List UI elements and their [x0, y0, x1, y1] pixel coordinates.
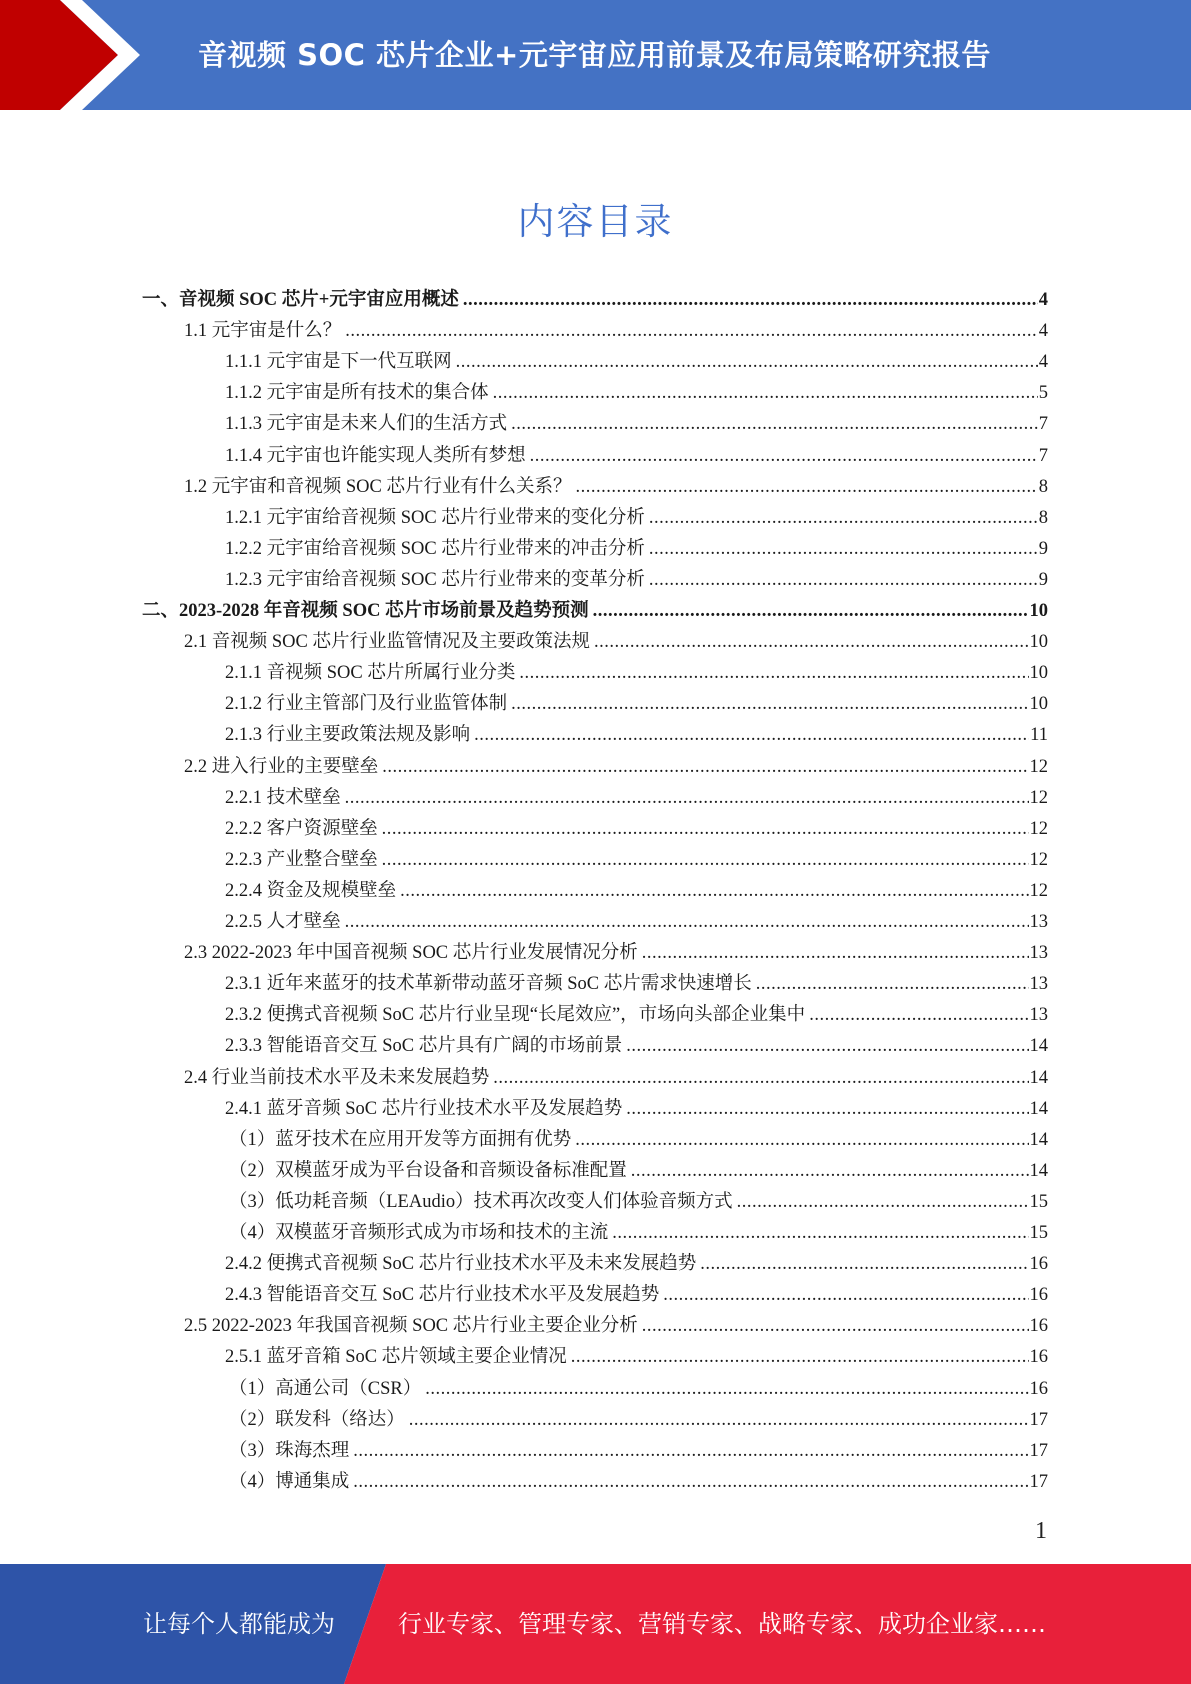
toc-leader-dots [593, 596, 1029, 627]
toc-entry-title: （2）联发科（络达） [229, 1409, 405, 1430]
toc-entry-page: 7 [1038, 445, 1048, 466]
footer-slogan-right: 行业专家、管理专家、营销专家、战略专家、成功企业家…… [398, 1610, 1046, 1638]
toc-entry[interactable] [229, 1125, 1048, 1156]
toc-entry[interactable] [142, 596, 1048, 627]
toc-entry[interactable] [229, 1187, 1048, 1218]
toc-leader-dots [382, 752, 1028, 783]
toc-entry[interactable] [225, 1094, 1048, 1125]
toc-leader-dots [474, 720, 1029, 751]
header-banner [0, 0, 1191, 110]
toc-entry[interactable] [142, 285, 1048, 316]
toc-entry-title: 1.2 元宇宙和音视频 SOC 芯片行业有什么关系？ [184, 476, 572, 497]
toc-entry-title: 2.2.5 人才壁垒 [225, 912, 341, 932]
toc-entry[interactable] [225, 814, 1048, 845]
toc-entry-title: 1.1.2 元宇宙是所有技术的集合体 [225, 383, 489, 404]
toc-entry[interactable] [225, 378, 1048, 409]
toc-entry-page: 11 [1030, 725, 1048, 746]
toc-leader-dots [594, 627, 1029, 658]
toc-entry-page: 5 [1038, 383, 1048, 404]
toc-entry-title: 二、2023-2028 年音视频 SOC 芯片市场前景及趋势预测 [142, 601, 589, 621]
toc-entry-title: 2.2 进入行业的主要壁垒 [184, 756, 379, 777]
toc-entry-title: （3）低功耗音频（LEAudio）技术再次改变人们体验音频方式 [229, 1191, 733, 1212]
toc-entry-page: 16 [1029, 1347, 1048, 1368]
toc-entry-page: 9 [1038, 569, 1048, 590]
toc-entry[interactable] [184, 316, 1048, 347]
toc-leader-dots [456, 347, 1038, 378]
toc-leader-dots [700, 1249, 1028, 1280]
toc-entry[interactable] [225, 1031, 1048, 1062]
toc-entry-title: 1.2.2 元宇宙给音视频 SOC 芯片行业带来的冲击分析 [225, 538, 645, 559]
toc-entry[interactable] [225, 1342, 1048, 1373]
toc-entry[interactable] [225, 347, 1048, 378]
toc-entry[interactable] [229, 1156, 1048, 1187]
toc-leader-dots [756, 969, 1029, 1000]
toc-leader-dots [382, 814, 1029, 845]
toc-entry-title: 1.1 元宇宙是什么？ [184, 321, 342, 342]
toc-entry[interactable] [229, 1405, 1048, 1436]
toc-entry-page: 8 [1038, 476, 1048, 497]
toc-entry[interactable] [184, 1311, 1048, 1342]
toc-leader-dots [631, 1156, 1029, 1187]
toc-entry-title: 2.3.3 智能语音交互 SoC 芯片具有广阔的市场前景 [225, 1036, 623, 1057]
toc-leader-dots [400, 876, 1028, 907]
toc-entry-page: 17 [1029, 1440, 1048, 1461]
toc-entry-page: 15 [1029, 1191, 1048, 1212]
toc-entry[interactable] [225, 534, 1048, 565]
toc-leader-dots [345, 907, 1029, 938]
toc-entry-title: （4）博通集成 [229, 1471, 350, 1492]
toc-leader-dots [382, 845, 1029, 876]
toc-entry-page: 4 [1038, 290, 1048, 310]
toc-entry-page: 12 [1029, 787, 1048, 808]
toc-leader-dots [530, 441, 1038, 472]
toc-entry-page: 13 [1029, 912, 1048, 932]
toc-leader-dots [663, 1280, 1028, 1311]
toc-entry[interactable] [184, 752, 1048, 783]
toc-entry[interactable] [184, 938, 1048, 969]
toc-entry-title: 2.1.1 音视频 SOC 芯片所属行业分类 [225, 663, 516, 684]
toc-entry-page: 14 [1029, 1160, 1048, 1181]
toc-entry-title: 2.4.1 蓝牙音频 SoC 芯片行业技术水平及发展趋势 [225, 1098, 623, 1119]
toc-entry[interactable] [225, 565, 1048, 596]
toc-entry[interactable] [229, 1374, 1048, 1405]
toc-leader-dots [612, 1218, 1028, 1249]
toc-heading: 内容目录 [517, 200, 674, 243]
toc-entry[interactable] [229, 1218, 1048, 1249]
toc-entry[interactable] [184, 1063, 1048, 1094]
toc-entry-page: 8 [1038, 507, 1048, 528]
toc-leader-dots [642, 938, 1029, 969]
footer-slogan-left: 让每个人都能成为 [143, 1610, 335, 1638]
toc-entry-title: 2.3.1 近年来蓝牙的技术革新带动蓝牙音频 SoC 芯片需求快速增长 [225, 974, 752, 995]
toc-leader-dots [493, 378, 1038, 409]
toc-entry[interactable] [225, 1000, 1048, 1031]
toc-entry-page: 12 [1029, 880, 1048, 901]
toc-entry-title: 2.2.2 客户资源壁垒 [225, 818, 378, 839]
toc-entry[interactable] [184, 472, 1048, 503]
toc-entry-page: 13 [1029, 1005, 1048, 1026]
toc-entry-title: 2.3 2022-2023 年中国音视频 SOC 芯片行业发展情况分析 [184, 943, 638, 964]
toc-entry-title: 2.1.2 行业主管部门及行业监管体制 [225, 694, 508, 715]
toc-entry[interactable] [229, 1467, 1048, 1498]
toc-entry-page: 14 [1029, 1098, 1048, 1119]
toc-entry[interactable] [225, 1249, 1048, 1280]
toc-entry-page: 10 [1029, 601, 1048, 621]
toc-entry[interactable] [229, 1436, 1048, 1467]
toc-leader-dots [571, 1342, 1029, 1373]
toc-entry-title: 2.4.3 智能语音交互 SoC 芯片行业技术水平及发展趋势 [225, 1285, 660, 1306]
toc-entry-title: 1.1.3 元宇宙是未来人们的生活方式 [225, 414, 508, 435]
toc-entry-page: 17 [1029, 1409, 1048, 1430]
toc-entry-page: 10 [1029, 632, 1048, 653]
toc-entry-title: 2.1 音视频 SOC 芯片行业监管情况及主要政策法规 [184, 632, 590, 653]
toc-entry-page: 16 [1029, 1378, 1048, 1399]
toc-entry[interactable] [225, 658, 1048, 689]
toc-entry[interactable] [225, 783, 1048, 814]
toc-leader-dots [575, 1125, 1028, 1156]
toc-entry[interactable] [225, 907, 1048, 938]
toc-entry-page: 12 [1029, 849, 1048, 870]
toc-entry[interactable] [225, 876, 1048, 907]
toc-leader-dots [511, 689, 1028, 720]
toc-entry-title: 1.2.3 元宇宙给音视频 SOC 芯片行业带来的变革分析 [225, 569, 645, 590]
toc-entry[interactable] [225, 720, 1048, 751]
toc-entry[interactable] [225, 969, 1048, 1000]
toc-entry[interactable] [184, 627, 1048, 658]
toc-entry-page: 9 [1038, 538, 1048, 559]
page-number: 1 [1035, 1518, 1047, 1544]
toc-entry-page: 17 [1029, 1471, 1048, 1492]
toc-entry-page: 4 [1038, 321, 1048, 342]
toc-entry[interactable] [225, 409, 1048, 440]
toc-entry-page: 16 [1029, 1254, 1048, 1275]
toc-entry-title: （1）高通公司（CSR） [229, 1378, 422, 1399]
toc-entry-title: 2.3.2 便携式音视频 SoC 芯片行业呈现“长尾效应”，市场向头部企业集中 [225, 1005, 806, 1026]
toc-leader-dots [626, 1031, 1028, 1062]
toc-entry-page: 12 [1029, 756, 1048, 777]
toc-entry-page: 13 [1029, 943, 1048, 964]
toc-entry[interactable] [225, 1280, 1048, 1311]
toc-entry-page: 10 [1029, 663, 1048, 684]
toc-entry-title: 2.5 2022-2023 年我国音视频 SOC 芯片行业主要企业分析 [184, 1316, 638, 1337]
toc-entry[interactable] [225, 503, 1048, 534]
toc-entry-page: 10 [1029, 694, 1048, 715]
toc-entry[interactable] [225, 441, 1048, 472]
toc-leader-dots [809, 1000, 1028, 1031]
toc-leader-dots [519, 658, 1028, 689]
toc-entry-title: 2.2.3 产业整合壁垒 [225, 849, 378, 870]
toc-entry-title: 2.1.3 行业主要政策法规及影响 [225, 725, 471, 746]
toc-entry-page: 14 [1029, 1067, 1048, 1088]
footer-banner [0, 1564, 1191, 1684]
toc-leader-dots [649, 534, 1038, 565]
toc-entry-page: 4 [1038, 352, 1048, 373]
report-title: 音视频 SOC 芯片企业+元宇宙应用前景及布局策略研究报告 [198, 38, 991, 72]
toc-entry[interactable] [225, 845, 1048, 876]
toc-entry-page: 15 [1029, 1223, 1048, 1243]
toc-entry-page: 12 [1029, 818, 1048, 839]
toc-entry-title: （4）双模蓝牙音频形式成为市场和技术的主流 [229, 1223, 609, 1243]
toc-leader-dots [642, 1311, 1029, 1342]
toc-leader-dots [737, 1187, 1029, 1218]
toc-entry[interactable] [225, 689, 1048, 720]
toc-entry-title: （3）珠海杰理 [229, 1440, 350, 1461]
toc-entry-title: 2.2.1 技术壁垒 [225, 787, 341, 808]
toc-entry-page: 13 [1029, 974, 1048, 995]
toc-entry-title: 2.2.4 资金及规模壁垒 [225, 880, 397, 901]
toc-leader-dots [493, 1063, 1028, 1094]
toc-entry-title: 1.1.1 元宇宙是下一代互联网 [225, 352, 452, 373]
toc-entry-page: 7 [1038, 414, 1048, 435]
toc-entry-page: 16 [1029, 1316, 1048, 1337]
toc-leader-dots [463, 285, 1038, 316]
toc-entry-page: 14 [1029, 1129, 1048, 1150]
toc-leader-dots [649, 565, 1038, 596]
toc-entry-page: 14 [1029, 1036, 1048, 1057]
toc-leader-dots [425, 1374, 1028, 1405]
toc-entry-title: （1）蓝牙技术在应用开发等方面拥有优势 [229, 1129, 572, 1150]
toc-entry-title: 1.2.1 元宇宙给音视频 SOC 芯片行业带来的变化分析 [225, 507, 645, 528]
toc-leader-dots [353, 1467, 1028, 1498]
toc-entry-title: （2）双模蓝牙成为平台设备和音频设备标准配置 [229, 1160, 627, 1181]
toc-leader-dots [626, 1094, 1028, 1125]
toc-leader-dots [345, 316, 1037, 347]
toc-entry-page: 16 [1029, 1285, 1048, 1306]
toc-leader-dots [576, 472, 1038, 503]
header-chevron-decoration [0, 0, 160, 110]
toc-leader-dots [649, 503, 1038, 534]
toc-leader-dots [409, 1405, 1029, 1436]
toc-entry-title: 2.5.1 蓝牙音箱 SoC 芯片领域主要企业情况 [225, 1347, 567, 1368]
toc-entry-title: 2.4.2 便携式音视频 SoC 芯片行业技术水平及未来发展趋势 [225, 1254, 697, 1275]
toc-entry-title: 2.4 行业当前技术水平及未来发展趋势 [184, 1067, 490, 1088]
toc-leader-dots [511, 409, 1038, 440]
toc-entry-title: 1.1.4 元宇宙也许能实现人类所有梦想 [225, 445, 526, 466]
toc-leader-dots [345, 783, 1029, 814]
toc-entry-title: 一、音视频 SOC 芯片+元宇宙应用概述 [142, 290, 459, 310]
toc-leader-dots [353, 1436, 1028, 1467]
